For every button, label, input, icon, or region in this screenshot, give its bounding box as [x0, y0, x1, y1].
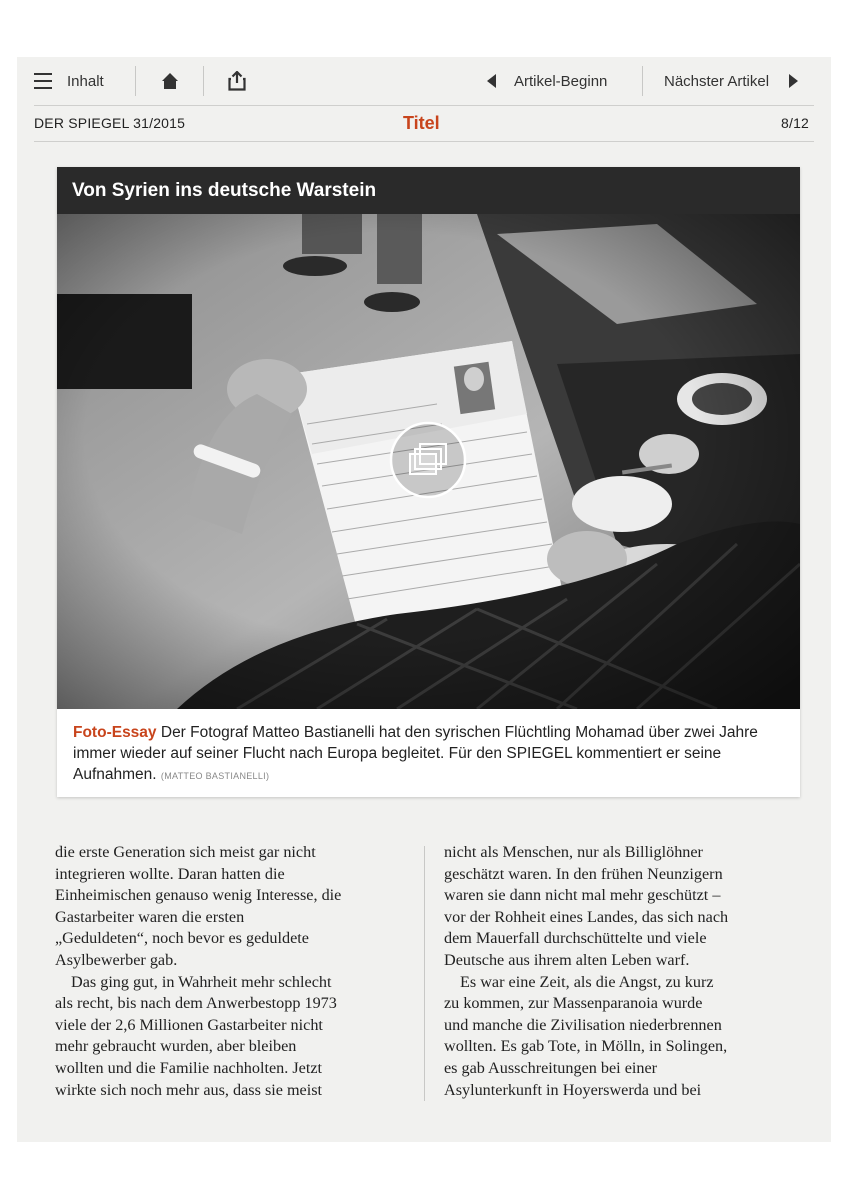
paragraph: Es war eine Zeit, als die Angst, zu kurz zu kommen, zur Massenparanoia wurde und manche die Zivilisation niederbrennen wollten. Es gab Tote, in Mölln, in Solingen, es gab Ausschreitungen bei einer Asylunterkunft in Hoyerswerda und bei [444, 972, 728, 1099]
photo-caption [73, 722, 788, 787]
toolbar-divider [642, 66, 643, 96]
menu-icon [34, 73, 52, 89]
triangle-right-icon [788, 74, 798, 88]
paragraph: die erste Generation sich meist gar nicht integrieren wollte. Daran hatten die Einheimischen genauso wenig Interesse, die Gastarbeiter waren die ersten „Geduldeten“, noch bevor es geduldete Asylbewerber gab. [55, 843, 342, 969]
share-icon [228, 71, 246, 91]
gallery-icon[interactable] [391, 423, 465, 497]
article-column-right [444, 842, 800, 1101]
caption-kicker[interactable]: Foto-Essay [73, 724, 157, 741]
toolbar-divider [203, 66, 204, 96]
article-start-button[interactable] [487, 57, 607, 105]
share-button[interactable] [228, 57, 246, 105]
article-column-left [55, 842, 411, 1101]
toolbar-divider [135, 66, 136, 96]
paragraph: nicht als Menschen, nur als Billiglöhner geschätzt waren. In den frühen Neunzigern waren sie dann nicht mal mehr geschützt – vor der Rohheit eines Landes, das sich nach dem Mauerfall durchschüttelte und viele Deutsche aus ihrem alten Leben warf. [444, 843, 729, 969]
home-button[interactable] [161, 57, 179, 105]
issue-label: DER SPIEGEL 31/2015 [34, 115, 186, 131]
photo-credit: (MATTEO BASTIANELLI) [160, 771, 270, 781]
refugee-photo[interactable] [57, 214, 800, 709]
photo-essay-title: Von Syrien ins deutsche Warstein [57, 167, 800, 214]
article-start-label: Artikel-Beginn [514, 72, 608, 90]
photo-essay-card[interactable] [57, 167, 800, 797]
triangle-left-icon [487, 74, 497, 88]
home-icon [161, 72, 179, 90]
section-title: Titel [403, 113, 440, 133]
page-indicator: 8/12 [781, 115, 810, 131]
caption-text: Der Fotograf Matteo Bastianelli hat den syrischen Flüchtling Mohamad über zwei Jahre immer wieder auf seiner Flucht nach Europa begleitet. Für den SPIEGEL kommentiert er seine Aufnahmen. [73, 724, 758, 783]
contents-button[interactable] [34, 57, 104, 105]
next-article-label: Nächster Artikel [664, 72, 770, 90]
toolbar [17, 57, 831, 105]
page [17, 57, 831, 1142]
photo-illustration [57, 214, 800, 709]
next-article-button[interactable] [664, 57, 798, 105]
contents-label: Inhalt [67, 72, 104, 90]
header-rule-bottom [34, 141, 814, 142]
column-divider [424, 846, 425, 1101]
paragraph: Das ging gut, in Wahrheit mehr schlecht als recht, bis nach dem Anwerbestopp 1973 viele der 2,6 Millionen Gastarbeiter nicht mehr gebraucht wurden, aber bleiben wollten und die Familie nachholten. Jetzt wirkte sich noch mehr aus, dass sie meist [55, 972, 337, 1099]
header-rule-top [34, 105, 814, 106]
